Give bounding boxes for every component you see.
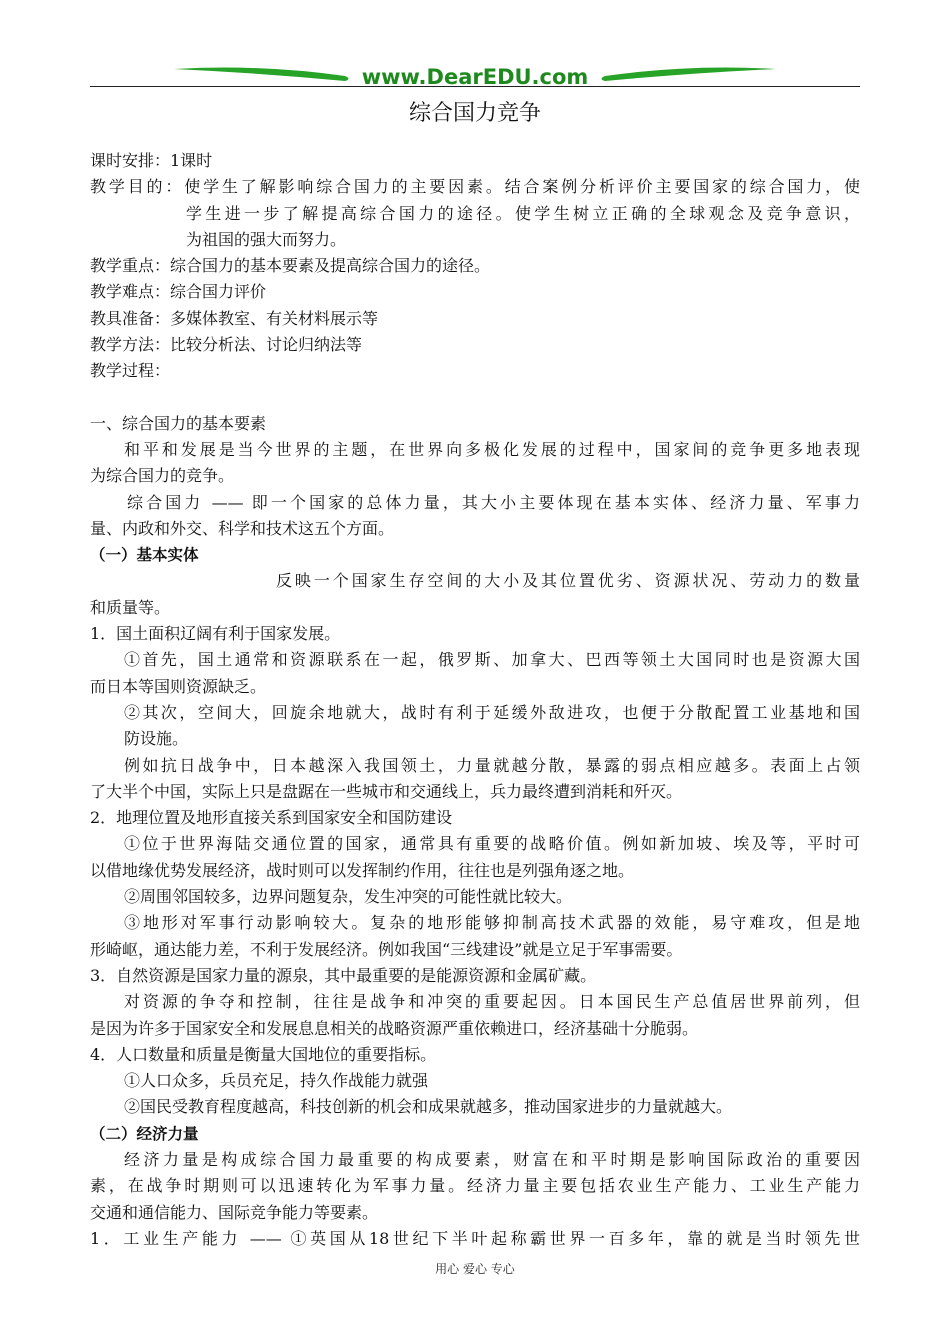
paragraph-line: 而日本等国则资源缺乏。 [90,676,267,696]
teaching-aids: 教具准备：多媒体教室、有关材料展示等 [90,308,379,328]
site-header [170,60,780,92]
paragraph-line: 为综合国力的竞争。 [90,466,235,486]
lesson-hours: 课时安排：1课时 [90,151,213,170]
paragraph-line: 对资源的争夺和控制，往往是战争和冲突的重要起因。日本国民生产总值居世界前列，但 [124,992,860,1012]
paragraph-line: 经济力量是构成综合国力最重要的构成要素，财富在和平时期是影响国际政治的重要因 [124,1149,860,1169]
list-item: 2．地理位置及地形直接关系到国家安全和国防建设 [90,808,453,828]
paragraph-line: ②周围邻国较多，边界问题复杂，发生冲突的可能性就比较大。 [124,887,573,907]
page-footer: 用心 爱心 专心 [435,1262,515,1276]
paragraph-line: ③地形对军事行动影响较大。复杂的地形能够抑制高技术武器的效能，易守难攻，但是地 [124,913,860,933]
site-logo-text: www.DearEDU.com [361,65,589,89]
list-item: 4．人口数量和质量是衡量大国地位的重要指标。 [90,1044,437,1064]
paragraph-line: ②其次，空间大，回旋余地就大，战时有利于延缓外敌进攻，也便于分散配置工业基地和国 [124,702,860,722]
paragraph-line: 反映一个国家生存空间的大小及其位置优劣、资源状况、劳动力的数量 [276,571,860,591]
teaching-aim-line: 学生进一步了解提高综合国力的途径。使学生树立正确的全球观念及竞争意识， [186,203,860,223]
paragraph-line: 量、内政和外交、科学和技术这五个方面。 [90,518,395,538]
paragraph-line: 交通和通信能力、国际竞争能力等要素。 [90,1202,379,1222]
teaching-aim-line: 为祖国的强大而努力。 [186,229,347,249]
list-item: 1．工业生产能力 —— ①英国从18世纪下半叶起称霸世界一百多年，靠的就是当时领先世 [90,1228,860,1248]
document-title: 综合国力竞争 [408,101,541,126]
subsection-heading: （一）基本实体 [90,546,199,565]
paragraph-line: 素，在战争时期则可以迅速转化为军事力量。经济力量主要包括农业生产能力、工业生产能力 [90,1176,860,1196]
paragraph-line: 例如抗日战争中，日本越深入我国领土，力量就越分散，暴露的弱点相应越多。表面上占领 [124,755,860,775]
paragraph-line: ①位于世界海陆交通位置的国家，通常具有重要的战略价值。例如新加坡、埃及等，平时可 [124,834,860,854]
document-body [90,148,860,1252]
teaching-methods: 教学方法：比较分析法、讨论归纳法等 [90,335,363,355]
paragraph-line: 形崎岖，通达能力差，不利于发展经济。例如我国“三线建设”就是立足于军事需要。 [90,939,683,959]
paragraph-line: 是因为许多于国家安全和发展息息相关的战略资源严重依赖进口，经济基础十分脆弱。 [90,1018,699,1038]
list-item: 1．国土面积辽阔有利于国家发展。 [90,624,341,644]
paragraph-line: 和质量等。 [90,597,171,617]
section-heading: 一、综合国力的基本要素 [90,413,267,433]
paragraph-line: ①人口众多，兵员充足，持久作战能力就强 [124,1071,429,1091]
paragraph-line: 以借地缘优势发展经济，战时则可以发挥制约作用，往往也是列强角逐之地。 [90,860,635,880]
teaching-aim-line: 教学目的：使学生了解影响综合国力的主要因素。结合案例分析评价主要国家的综合国力，使 [90,177,860,197]
paragraph-line: 了大半个中国，实际上只是盘踞在一些城市和交通线上，兵力最终遭到消耗和歼灭。 [90,781,683,801]
header-rule [90,86,860,87]
paragraph-line: ①首先，国土通常和资源联系在一起，俄罗斯、加拿大、巴西等领土大国同时也是资源大国 [124,650,860,670]
paragraph-line: ②国民受教育程度越高，科技创新的机会和成果就越多，推动国家进步的力量就越大。 [124,1097,733,1117]
paragraph-line: 和平和发展是当今世界的主题，在世界向多极化发展的过程中，国家间的竞争更多地表现 [124,439,860,459]
paragraph-line: 综合国力 —— 即一个国家的总体力量，其大小主要体现在基本实体、经济力量、军事力 [127,492,860,512]
paragraph-line: 防设施。 [124,729,189,749]
key-points: 教学重点：综合国力的基本要素及提高综合国力的途径。 [90,256,491,276]
difficult-points: 教学难点：综合国力评价 [90,282,267,302]
list-item: 3．自然资源是国家力量的源泉，其中最重要的是能源资源和金属矿藏。 [90,965,597,985]
teaching-process: 教学过程： [90,361,171,381]
subsection-heading: （二）经济力量 [90,1124,199,1143]
